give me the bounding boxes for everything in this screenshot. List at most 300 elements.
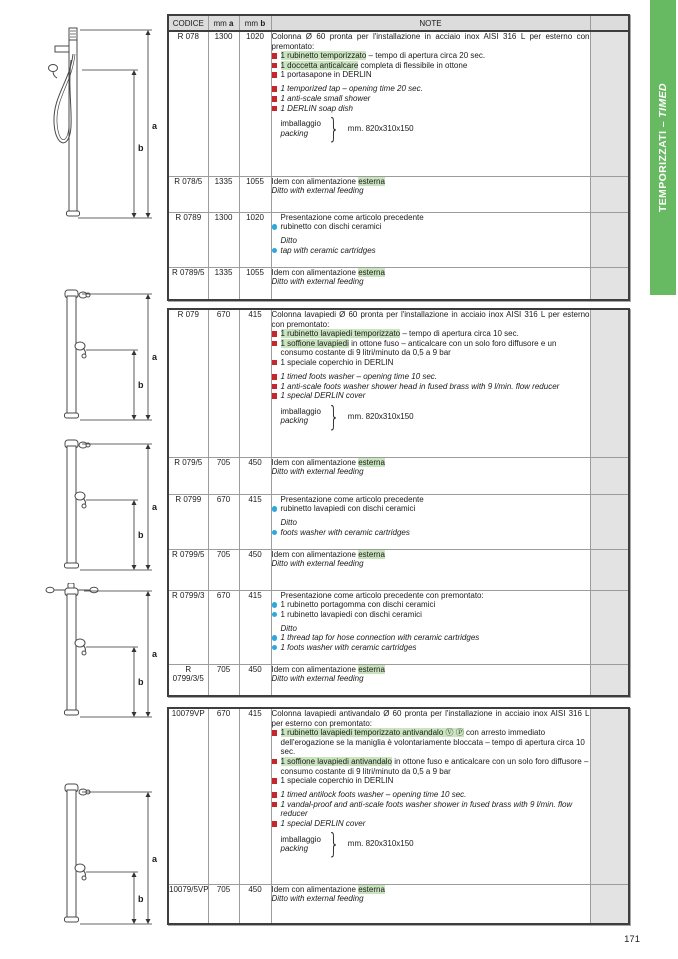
note-content <box>272 550 590 569</box>
note-line <box>281 495 590 505</box>
note-text: 1 timed foots washer – opening time 10 sec. <box>280 372 438 382</box>
dimension-a-value: 670 <box>208 708 239 884</box>
note-text: foots washer with ceramic cartridges <box>280 527 410 537</box>
note-line <box>272 277 590 287</box>
note-line-text <box>272 467 590 477</box>
note-line <box>272 177 590 187</box>
note-line-text <box>281 757 590 776</box>
dot-bullet-icon <box>272 635 278 641</box>
note-line <box>272 467 590 477</box>
packing-labels <box>281 119 321 138</box>
note-line <box>272 104 590 114</box>
empty-grey-cell <box>590 212 629 267</box>
note-line-text <box>281 776 590 786</box>
note-cell <box>271 664 590 696</box>
dot-bullet-icon <box>272 248 278 254</box>
note-line <box>281 213 590 223</box>
note-line <box>272 776 590 786</box>
dim-b-label: b <box>138 530 144 540</box>
empty-grey-cell <box>590 549 629 590</box>
note-line <box>272 504 590 514</box>
note-text: con arresto immediato dell'erogazione se la maniglia è volontariamente bloccata – tempo di apertura circa 10 sec. <box>280 728 585 757</box>
product-code: R 0799/5 <box>168 549 208 590</box>
product-row <box>168 212 629 267</box>
dim-a-label: a <box>152 121 158 131</box>
note-line <box>272 358 590 368</box>
highlighted-text: esterna <box>358 457 385 467</box>
packing-label-en: packing <box>280 128 309 138</box>
packing-block <box>280 399 590 433</box>
note-text: Ditto with external feeding <box>271 186 364 196</box>
note-content <box>272 591 590 653</box>
product-row <box>168 884 629 924</box>
highlighted-text: esterna <box>358 549 385 559</box>
highlighted-text: esterna <box>358 664 385 674</box>
square-bullet-icon <box>272 63 278 69</box>
note-text: Idem con alimentazione <box>271 884 359 894</box>
dimension-a-value: 705 <box>208 884 239 924</box>
note-line <box>272 94 590 104</box>
note-text: Ditto <box>280 623 297 633</box>
note-text: in ottone fuso – anticalcare con un solo foro diffusore e un consumo costante di 9 litri/minuto da 0,5 a 9 bar <box>280 338 557 358</box>
square-bullet-icon <box>272 759 278 765</box>
dimension-a-value: 1335 <box>208 267 239 300</box>
note-text: Presentazione come articolo precedente <box>280 212 424 222</box>
note-line <box>272 885 590 895</box>
packing-block <box>280 827 590 861</box>
note-text: Idem con alimentazione <box>271 267 359 277</box>
note-text: Idem con alimentazione <box>271 549 359 559</box>
note-line-text <box>272 885 590 895</box>
figure-foot-washer-column-cross-handles <box>40 583 160 725</box>
note-line <box>272 894 590 904</box>
square-bullet-icon <box>272 341 278 347</box>
note-line <box>272 391 590 401</box>
note-content <box>271 310 590 433</box>
dimension-b-value: 1055 <box>239 176 271 212</box>
note-line-text <box>272 277 590 287</box>
note-line-text <box>281 528 590 538</box>
dot-bullet-icon <box>272 645 278 651</box>
packing-block <box>280 112 590 146</box>
note-line <box>272 674 590 684</box>
note-text: – tempo di apertura circa 10 sec. <box>400 329 519 339</box>
note-line <box>272 329 590 339</box>
empty-grey-cell <box>590 708 629 884</box>
note-line <box>272 709 590 728</box>
square-bullet-icon <box>272 821 278 827</box>
note-line-text <box>281 633 590 643</box>
product-row <box>168 664 629 696</box>
note-line <box>272 70 590 80</box>
note-line-text <box>281 222 590 232</box>
note-text: Ditto with external feeding <box>271 467 364 477</box>
product-row <box>168 176 629 212</box>
note-text: Presentazione come articolo precedente <box>280 494 424 504</box>
note-content <box>272 885 590 904</box>
highlighted-text: esterna <box>358 267 385 277</box>
dimension-a-value: 670 <box>208 590 239 664</box>
note-text: completa di flessibile in ottone <box>358 60 468 70</box>
note-cell <box>271 708 590 884</box>
dimension-b-value: 450 <box>239 549 271 590</box>
product-code: 10079/5VP <box>168 884 208 924</box>
header-row <box>168 15 629 31</box>
note-line <box>272 186 590 196</box>
note-line-text <box>281 51 590 61</box>
square-bullet-icon <box>272 106 278 112</box>
note-line <box>272 222 590 232</box>
note-line <box>272 32 590 51</box>
note-line-text <box>281 329 590 339</box>
note-text: 1 temporized tap – opening time 20 sec. <box>280 84 423 94</box>
empty-grey-cell <box>590 457 629 494</box>
empty-grey-cell <box>590 590 629 664</box>
note-text: Idem con alimentazione <box>271 457 359 467</box>
catalog-table <box>167 308 630 697</box>
note-text: 1 foots washer with ceramic cartridges <box>280 642 417 652</box>
empty-grey-cell <box>590 176 629 212</box>
highlighted-text: 1 rubinetto lavapiedi temporizzato antivandalo Ⓥ Ⓟ <box>280 728 464 738</box>
note-line-text <box>281 213 590 223</box>
mm-b-column-header: mm b <box>239 15 271 31</box>
catalog-table-section-3 <box>167 707 630 925</box>
square-bullet-icon <box>272 96 278 102</box>
product-code: R 079 <box>168 309 208 457</box>
note-line-text <box>272 177 590 187</box>
section-tab-label: TEMPORIZZATI – TIMED <box>657 82 669 213</box>
product-code: R 078 <box>168 31 208 176</box>
square-bullet-icon <box>272 72 278 78</box>
product-row <box>168 457 629 494</box>
brace-glyph: } <box>328 827 340 861</box>
product-code: R 078/5 <box>168 176 208 212</box>
dimension-b-value: 415 <box>239 309 271 457</box>
dim-b-label: b <box>138 380 144 390</box>
figure-foot-washer-column-1 <box>40 286 160 428</box>
dim-b-label: b <box>138 677 144 687</box>
note-text: Ditto <box>280 518 297 528</box>
note-content <box>272 213 590 256</box>
note-line <box>272 51 590 61</box>
square-bullet-icon <box>272 331 278 337</box>
note-line-text <box>281 104 590 114</box>
note-line-text <box>281 591 590 601</box>
note-line <box>272 819 590 829</box>
note-content <box>271 709 590 861</box>
note-line <box>281 518 590 528</box>
dim-b-label: b <box>138 894 144 904</box>
note-text: 1 special DERLIN cover <box>280 391 366 401</box>
note-content <box>272 268 590 287</box>
empty-grey-cell <box>590 494 629 549</box>
note-line-text <box>281 372 590 382</box>
note-text: Ditto with external feeding <box>271 277 364 287</box>
note-text: Colonna lavapiedi antivandalo Ø 60 pronta per l'installazione in acciaio inox AISI 316 L per esterno con premontato: <box>271 709 590 728</box>
square-bullet-icon <box>272 792 278 798</box>
dimension-b-value: 450 <box>239 664 271 696</box>
note-line <box>272 610 590 620</box>
packing-label-en: packing <box>280 416 309 426</box>
dimension-b-value: 415 <box>239 494 271 549</box>
highlighted-text: 1 soffione lavapiedi antivandalo <box>280 756 392 766</box>
product-code: R 0799 <box>168 494 208 549</box>
note-line <box>272 643 590 653</box>
note-line <box>272 757 590 776</box>
note-line-text <box>281 358 590 368</box>
highlighted-text: 1 soffione lavapiedi <box>280 338 349 348</box>
note-line <box>272 633 590 643</box>
note-content <box>272 495 590 538</box>
note-line <box>272 790 590 800</box>
product-row <box>168 549 629 590</box>
note-text: Presentazione come articolo precedente con premontato: <box>280 590 484 600</box>
dimension-b-value: 415 <box>239 590 271 664</box>
note-line-text <box>281 610 590 620</box>
note-line <box>272 800 590 819</box>
note-text: – tempo di apertura circa 20 sec. <box>366 51 486 61</box>
note-text: Idem con alimentazione <box>271 664 359 674</box>
product-row <box>168 494 629 549</box>
note-line-text <box>281 728 590 757</box>
note-line-text <box>272 665 590 675</box>
note-text: Colonna lavapiedi Ø 60 pronta per l'installazione in acciaio inox AISI 316 L per esterno con premontato: <box>271 310 590 329</box>
note-text: Ditto <box>280 236 297 246</box>
product-code: R 0789/5 <box>168 267 208 300</box>
dot-bullet-icon <box>272 506 278 512</box>
note-content <box>272 665 590 684</box>
note-cell <box>271 176 590 212</box>
note-line <box>272 339 590 358</box>
note-line-text <box>281 84 590 94</box>
square-bullet-icon <box>272 86 278 92</box>
note-cell <box>271 884 590 924</box>
highlighted-text: 1 rubinetto lavapiedi temporizzato <box>280 329 401 339</box>
note-text: 1 vandal-proof and anti-scale foots washer shower in fused brass with 9 l/min. flow reducer <box>280 799 573 819</box>
code-column-header: CODICE <box>168 15 208 31</box>
dim-a-label: a <box>152 649 158 659</box>
note-line-text <box>281 495 590 505</box>
note-cell <box>271 549 590 590</box>
note-line-text <box>272 894 590 904</box>
dimension-b-value: 415 <box>239 708 271 884</box>
page-number: 171 <box>624 934 640 945</box>
packing-label-en: packing <box>280 844 309 854</box>
note-text: 1 portasapone in DERLIN <box>280 70 372 80</box>
note-line <box>281 591 590 601</box>
note-text: Ditto with external feeding <box>271 674 364 684</box>
packing-label-it: imballaggio <box>280 119 321 129</box>
note-line-text <box>281 800 590 819</box>
note-line-text <box>272 709 590 728</box>
note-line-text <box>281 339 590 358</box>
square-bullet-icon <box>272 393 278 399</box>
note-text: 1 speciale coperchio in DERLIN <box>280 776 394 786</box>
packing-dimensions: mm. 820x310x150 <box>347 124 414 134</box>
dimension-a-value: 670 <box>208 309 239 457</box>
packing-dimensions: mm. 820x310x150 <box>347 839 414 849</box>
note-cell <box>271 494 590 549</box>
product-code: R 0799/3/5 <box>168 664 208 696</box>
note-text: 1 thread tap for hose connection with ceramic cartridges <box>280 633 480 643</box>
note-cell <box>271 309 590 457</box>
square-bullet-icon <box>272 53 278 59</box>
note-line <box>272 458 590 468</box>
highlighted-text: 1 doccetta anticalcare <box>280 60 359 70</box>
dimension-a-value: 705 <box>208 664 239 696</box>
note-text: 1 rubinetto portagomma con dischi ceramici <box>280 600 436 610</box>
note-text: 1 timed antilock foots washer – opening time 10 sec. <box>280 790 467 800</box>
note-line <box>272 528 590 538</box>
note-line-text <box>281 70 590 80</box>
note-line <box>281 624 590 634</box>
note-line-text <box>272 550 590 560</box>
dimension-a-value: 705 <box>208 457 239 494</box>
note-line-text <box>272 32 590 51</box>
note-text: Idem con alimentazione <box>271 176 359 186</box>
empty-grey-cell <box>590 267 629 300</box>
note-text: 1 speciale coperchio in DERLIN <box>280 357 394 367</box>
note-content <box>272 177 590 196</box>
packing-label-it: imballaggio <box>280 834 321 844</box>
note-text: rubinetto con dischi ceramici <box>280 222 382 232</box>
note-text: tap with ceramic cartridges <box>280 245 376 255</box>
packing-dimensions: mm. 820x310x150 <box>347 411 414 421</box>
note-line-text <box>281 504 590 514</box>
note-line-text <box>281 61 590 71</box>
note-line-text <box>281 790 590 800</box>
note-content <box>272 458 590 477</box>
square-bullet-icon <box>272 360 278 366</box>
packing-labels <box>281 407 321 426</box>
note-line-text <box>272 310 590 329</box>
empty-grey-cell <box>590 664 629 696</box>
note-line-text <box>281 94 590 104</box>
dim-a-label: a <box>152 502 158 512</box>
note-line-text <box>281 624 590 634</box>
note-content <box>271 32 590 146</box>
square-bullet-icon <box>272 384 278 390</box>
note-line-text <box>272 186 590 196</box>
product-row <box>168 309 629 457</box>
brace-glyph: } <box>328 112 340 146</box>
note-line <box>281 236 590 246</box>
highlighted-text: 1 rubinetto temporizzato <box>280 51 367 61</box>
note-cell <box>271 457 590 494</box>
note-line-text <box>281 643 590 653</box>
note-text: Ditto with external feeding <box>271 559 364 569</box>
square-bullet-icon <box>272 802 278 808</box>
highlighted-text: esterna <box>358 176 385 186</box>
note-cell <box>271 31 590 176</box>
product-code: R 0799/3 <box>168 590 208 664</box>
note-line-text <box>272 458 590 468</box>
note-line-text <box>281 600 590 610</box>
note-text: Ditto with external feeding <box>271 894 364 904</box>
note-line <box>272 246 590 256</box>
figure-foot-washer-column-2 <box>40 436 160 578</box>
note-line <box>272 84 590 94</box>
note-line <box>272 600 590 610</box>
note-line <box>272 382 590 392</box>
product-code: 10079VP <box>168 708 208 884</box>
note-line <box>272 728 590 757</box>
note-line <box>272 310 590 329</box>
note-text: 1 special DERLIN cover <box>280 819 366 829</box>
note-line-text <box>281 382 590 392</box>
section-tab <box>650 0 676 295</box>
note-line-text <box>272 674 590 684</box>
note-line-text <box>281 518 590 528</box>
product-row <box>168 590 629 664</box>
catalog-table-section-1 <box>167 14 630 301</box>
dot-bullet-icon <box>272 530 278 536</box>
note-text: in ottone fuso e anticalcare con un solo foro diffusore – consumo costante di 9 litri/minuto da 0,5 a 9 bar <box>280 756 589 776</box>
brace-glyph: } <box>328 399 340 433</box>
figure-foot-washer-column-3 <box>40 780 160 932</box>
catalog-table-section-2 <box>167 308 630 697</box>
highlighted-text: esterna <box>358 884 385 894</box>
product-code: R 0789 <box>168 212 208 267</box>
note-text: 1 DERLIN soap dish <box>280 103 353 113</box>
note-line <box>272 559 590 569</box>
note-line-text <box>281 236 590 246</box>
dim-b-label: b <box>138 143 144 153</box>
tap-knob-icon <box>49 65 58 72</box>
note-cell <box>271 212 590 267</box>
note-text: rubinetto lavapiedi con dischi ceramici <box>280 504 416 514</box>
dimension-b-value: 1055 <box>239 267 271 300</box>
note-line-text <box>281 246 590 256</box>
note-text: 1 anti-scale foots washer shower head in fused brass with 9 l/min. flow reducer <box>280 381 560 391</box>
note-line <box>272 665 590 675</box>
dot-bullet-icon <box>272 612 278 618</box>
note-cell <box>271 590 590 664</box>
product-row <box>168 267 629 300</box>
dimension-b-value: 450 <box>239 457 271 494</box>
note-cell <box>271 267 590 300</box>
dimension-a-value: 705 <box>208 549 239 590</box>
dimension-a-value: 1300 <box>208 31 239 176</box>
product-row <box>168 31 629 176</box>
note-text: 1 anti-scale small shower <box>280 94 371 104</box>
empty-grey-cell <box>590 309 629 457</box>
product-row <box>168 708 629 884</box>
note-text: Colonna Ø 60 pronta per l'installazione in acciaio inox AISI 316 L per esterno con premontato: <box>271 32 590 51</box>
square-bullet-icon <box>272 730 278 736</box>
note-line <box>272 61 590 71</box>
dimension-a-value: 670 <box>208 494 239 549</box>
packing-labels <box>281 835 321 854</box>
note-line <box>272 372 590 382</box>
square-bullet-icon <box>272 778 278 784</box>
figure-shower-column <box>40 26 160 226</box>
dim-a-label: a <box>152 352 158 362</box>
catalog-table <box>167 707 630 925</box>
dimension-a-value: 1335 <box>208 176 239 212</box>
dimension-b-value: 1020 <box>239 212 271 267</box>
empty-column-header <box>590 15 629 31</box>
mm-a-column-header: mm a <box>208 15 239 31</box>
note-text: 1 rubinetto lavapiedi con dischi ceramici <box>280 609 422 619</box>
dimension-a-value: 1300 <box>208 212 239 267</box>
note-line <box>272 550 590 560</box>
note-line <box>272 268 590 278</box>
square-bullet-icon <box>272 374 278 380</box>
dim-a-label: a <box>152 854 158 864</box>
note-line-text <box>281 819 590 829</box>
note-line-text <box>272 559 590 569</box>
